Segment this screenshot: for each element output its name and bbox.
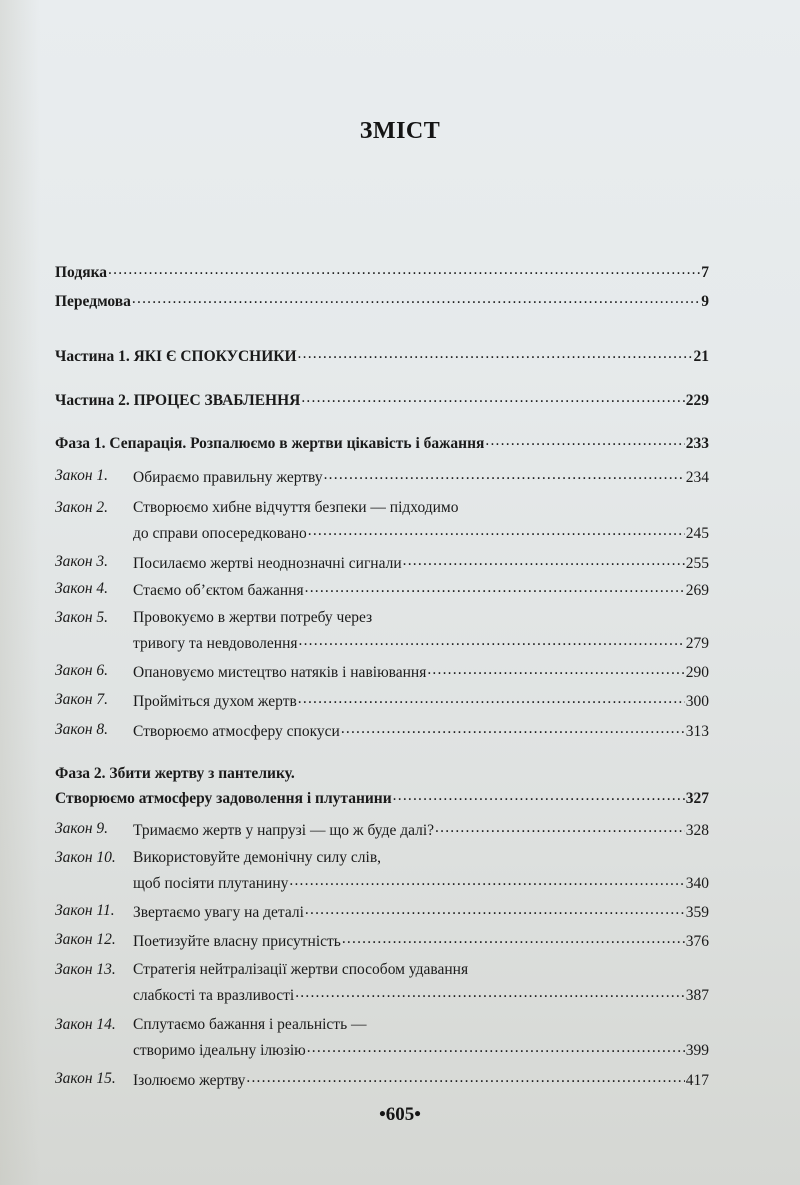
toc-entry-law-5[interactable] bbox=[55, 608, 709, 650]
toc-entry-title: Стаємо об’єктом бажання bbox=[133, 581, 304, 599]
page-number: •605• bbox=[379, 1104, 421, 1125]
law-label: Закон 8. bbox=[55, 721, 109, 738]
dot-leader bbox=[427, 661, 684, 677]
toc-entry-title-line-1: Сплутаємо бажання і реальність — bbox=[133, 1016, 367, 1033]
toc-entry-phase-2[interactable] bbox=[55, 764, 709, 808]
toc-entry-page: 359 bbox=[685, 903, 709, 921]
toc-entry-page: 376 bbox=[685, 932, 709, 950]
toc-entry-page: 313 bbox=[685, 722, 709, 740]
toc-entry-page: 340 bbox=[685, 874, 709, 892]
toc-entry-title: Посилаємо жертві неоднозначні сигнали bbox=[133, 554, 402, 572]
toc-entry-title: Створюємо атмосферу спокуси bbox=[133, 722, 340, 740]
toc-entry-title-line-1: Використовуйте демонічну силу слів, bbox=[133, 849, 382, 866]
law-label: Закон 2. bbox=[55, 499, 109, 516]
law-label: Закон 5. bbox=[55, 609, 109, 626]
dot-leader bbox=[298, 690, 685, 706]
toc-entry-law-12[interactable] bbox=[55, 930, 709, 950]
toc-entry-page: 279 bbox=[685, 634, 709, 652]
law-label: Закон 15. bbox=[55, 1070, 116, 1087]
toc-entry-title-line-2: Створюємо атмосферу задоволення і плутанини bbox=[55, 789, 392, 807]
toc-entry-page: 269 bbox=[685, 581, 709, 599]
toc-entry-title-line-1: Створюємо хибне відчуття безпеки — підходимо bbox=[133, 499, 459, 516]
dot-leader bbox=[307, 1039, 685, 1055]
law-label: Закон 10. bbox=[55, 849, 116, 866]
dot-leader bbox=[295, 984, 685, 1000]
toc-entry-title: Передмова bbox=[55, 292, 131, 310]
dot-leader bbox=[342, 930, 685, 946]
toc-entry-foreword[interactable] bbox=[55, 290, 709, 312]
toc-entry-title: Поетизуйте власну присутність bbox=[133, 932, 341, 950]
dot-leader bbox=[341, 720, 685, 736]
dot-leader bbox=[289, 872, 684, 888]
toc-entry-title: Ізолюємо жертву bbox=[133, 1071, 246, 1089]
dot-leader bbox=[435, 819, 685, 835]
toc-entry-title-line-1: Стратегія нейтралізації жертви способом удавання bbox=[133, 961, 469, 978]
law-label: Закон 9. bbox=[55, 820, 109, 837]
toc-entry-title-line-1: Фаза 2. Збити жертву з пантелику. bbox=[55, 765, 295, 782]
toc-entry-title: Частина 2. ПРОЦЕС ЗВАБЛЕННЯ bbox=[55, 391, 301, 409]
toc-entry-page: 327 bbox=[685, 789, 709, 807]
toc-entry-title: Фаза 1. Сепарація. Розпалюємо в жертви цікавість і бажання bbox=[55, 434, 485, 452]
page-title: ЗМІСТ bbox=[359, 118, 441, 144]
toc-entry-part-1[interactable] bbox=[55, 345, 709, 367]
law-label: Закон 13. bbox=[55, 961, 116, 978]
dot-leader bbox=[299, 632, 685, 648]
toc-entry-title: Опановуємо мистецтво натяків і навіювання bbox=[133, 663, 427, 681]
toc-entry-page: 417 bbox=[685, 1071, 709, 1089]
toc-entry-page: 234 bbox=[685, 468, 709, 486]
toc-entry-title-line-2: щоб посіяти плутанину bbox=[133, 874, 289, 892]
toc-entry-title: Подяка bbox=[55, 263, 108, 281]
toc-entry-law-3[interactable] bbox=[55, 552, 709, 572]
toc-entry-page: 387 bbox=[685, 986, 709, 1004]
toc-entry-page: 21 bbox=[693, 347, 709, 365]
toc-entry-page: 245 bbox=[685, 524, 709, 542]
toc-entry-page: 290 bbox=[685, 663, 709, 681]
dot-leader bbox=[305, 901, 685, 917]
law-label: Закон 7. bbox=[55, 691, 109, 708]
toc-entry-page: 255 bbox=[685, 554, 709, 572]
toc-entry-acknowledgements[interactable] bbox=[55, 261, 709, 283]
toc-entry-title: Звертаємо увагу на деталі bbox=[133, 903, 304, 921]
dot-leader bbox=[298, 345, 693, 361]
toc-entry-law-8[interactable] bbox=[55, 720, 709, 740]
dot-leader bbox=[108, 261, 700, 277]
dot-leader bbox=[246, 1069, 684, 1085]
toc-entry-part-2[interactable] bbox=[55, 389, 709, 411]
dot-leader bbox=[485, 432, 684, 448]
toc-entry-page: 399 bbox=[685, 1041, 709, 1059]
dot-leader bbox=[132, 290, 700, 306]
dot-leader bbox=[301, 389, 684, 405]
toc-entry-law-10[interactable] bbox=[55, 848, 709, 890]
dot-leader bbox=[324, 466, 685, 482]
dot-leader bbox=[305, 579, 685, 595]
toc-entry-title-line-2: до справи опосередковано bbox=[133, 524, 307, 542]
toc-entry-law-13[interactable] bbox=[55, 960, 709, 1002]
toc-entry-law-2[interactable] bbox=[55, 498, 709, 540]
law-label: Закон 4. bbox=[55, 580, 109, 597]
toc-entry-phase-1[interactable] bbox=[55, 432, 709, 454]
toc-entry-title: Тримаємо жертв у напрузі — що ж буде далі? bbox=[133, 821, 435, 839]
law-label: Закон 12. bbox=[55, 931, 116, 948]
toc-entry-page: 7 bbox=[701, 263, 709, 281]
dot-leader bbox=[403, 552, 685, 568]
law-label: Закон 14. bbox=[55, 1016, 116, 1033]
toc-entry-law-4[interactable] bbox=[55, 579, 709, 599]
toc-entry-title-line-1: Провокуємо в жертви потребу через bbox=[133, 609, 373, 626]
law-label: Закон 6. bbox=[55, 662, 109, 679]
dot-leader bbox=[308, 522, 685, 538]
toc-entry-law-11[interactable] bbox=[55, 901, 709, 921]
page-edge-shadow bbox=[0, 0, 40, 1185]
dot-leader bbox=[393, 787, 685, 803]
toc-entry-page: 229 bbox=[685, 391, 709, 409]
toc-entry-title-line-2: тривогу та невдоволення bbox=[133, 634, 298, 652]
toc-entry-law-6[interactable] bbox=[55, 661, 709, 681]
toc-entry-title: Частина 1. ЯКІ Є СПОКУСНИКИ bbox=[55, 347, 297, 365]
law-label: Закон 11. bbox=[55, 902, 115, 919]
toc-entry-title: Пройміться духом жертв bbox=[133, 692, 297, 710]
toc-entry-title-line-2: створимо ідеальну ілюзію bbox=[133, 1041, 306, 1059]
toc-entry-title-line-2: слабкості та вразливості bbox=[133, 986, 295, 1004]
toc-entry-law-1[interactable] bbox=[55, 466, 709, 486]
toc-entry-page: 233 bbox=[685, 434, 709, 452]
toc-entry-law-7[interactable] bbox=[55, 690, 709, 710]
toc-entry-page: 9 bbox=[701, 292, 709, 310]
law-label: Закон 3. bbox=[55, 553, 109, 570]
toc-entry-page: 328 bbox=[685, 821, 709, 839]
toc-entry-title: Обираємо правильну жертву bbox=[133, 468, 323, 486]
toc-entry-page: 300 bbox=[685, 692, 709, 710]
toc-entry-law-15[interactable] bbox=[55, 1069, 709, 1089]
toc-entry-law-14[interactable] bbox=[55, 1015, 709, 1057]
law-label: Закон 1. bbox=[55, 467, 109, 484]
toc-entry-law-9[interactable] bbox=[55, 819, 709, 839]
